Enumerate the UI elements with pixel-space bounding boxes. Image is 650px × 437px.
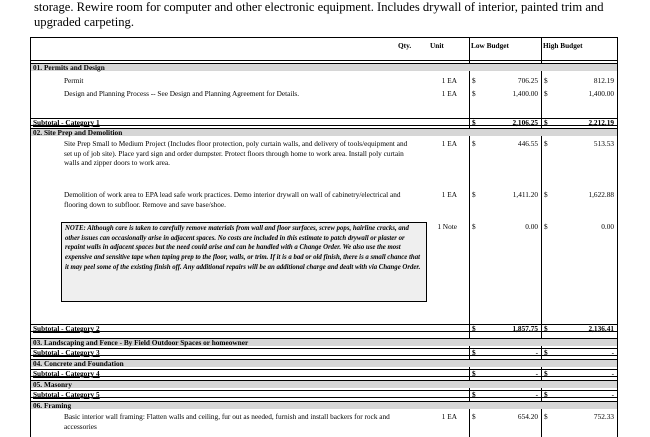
currency-symbol: $ bbox=[544, 324, 548, 333]
item-description: Permit bbox=[64, 76, 84, 85]
column-divider-high bbox=[541, 38, 542, 437]
item-low: 1,400.00 bbox=[512, 89, 538, 98]
currency-symbol: $ bbox=[472, 390, 476, 399]
subtotal-low: 2,106.25 bbox=[512, 118, 538, 127]
category-4-heading: 04. Concrete and Foundation bbox=[31, 359, 617, 367]
item-qty: 1 Note bbox=[437, 222, 457, 231]
item-description: Site Prep Small to Medium Project (Includes floor protection, poly curtain walls, and delivery of tools/equipment and set up of job site). Place yard sign and order dumpster. Protect floors through home to work area. Install poly curtain walls and zipper doors to work area. bbox=[64, 139, 408, 168]
currency-symbol: $ bbox=[544, 76, 548, 85]
subtotal-high: - bbox=[611, 369, 614, 378]
header-unit: Unit bbox=[430, 41, 444, 50]
item-high: 812.19 bbox=[593, 76, 614, 85]
subtotal-label: Subtotal - Category 2 bbox=[33, 324, 100, 333]
subtotal-category-1 bbox=[31, 118, 617, 126]
subtotal-label: Subtotal - Category 5 bbox=[33, 390, 100, 399]
item-low: 1,411.20 bbox=[512, 190, 538, 199]
currency-symbol: $ bbox=[472, 348, 476, 357]
subtotal-category-4 bbox=[31, 369, 617, 377]
item-qty: 1 EA bbox=[441, 190, 457, 199]
item-low: 446.55 bbox=[517, 139, 538, 148]
subtotal-low: - bbox=[535, 390, 538, 399]
subtotal-category-5 bbox=[31, 390, 617, 398]
subtotal-category-2 bbox=[31, 324, 617, 332]
currency-symbol: $ bbox=[544, 412, 548, 421]
currency-symbol: $ bbox=[472, 190, 476, 199]
category-1-heading: 01. Permits and Design bbox=[31, 63, 617, 71]
subtotal-high: - bbox=[611, 348, 614, 357]
note-box: NOTE: Although care is taken to carefully remove materials from wall and floor surfaces, screw pops, hairline cracks, and other issues can occasionally arise in adjacent spaces. No costs are included in this estimate to patch drywall or plaster or repaint walls in adjacent spaces but the need could arise and can be handled with a Change Order. We also use the most expensive and sensitive tape when taping prep to the floor, walls, or trim. If it is a bad or old finish, there is a small chance that it may peel some of the existing finish off. Any additional repairs will be an additional charge and dealt with via Change Order. bbox=[61, 222, 427, 302]
item-description: Basic interior wall framing: Flatten walls and ceiling, fur out as needed, furnish and install backers for rock and accessories bbox=[64, 412, 390, 431]
subtotal-high: - bbox=[611, 390, 614, 399]
item-high: 752.33 bbox=[593, 412, 614, 421]
header-qty: Qty. bbox=[398, 41, 412, 50]
currency-symbol: $ bbox=[472, 118, 476, 127]
subtotal-label: Subtotal - Category 1 bbox=[33, 118, 100, 127]
table-header bbox=[31, 38, 617, 61]
category-5-heading: 05. Masonry bbox=[31, 380, 617, 388]
item-qty: 1 EA bbox=[441, 89, 457, 98]
subtotal-high: 2,212.19 bbox=[588, 118, 614, 127]
item-qty: 1 EA bbox=[441, 76, 457, 85]
currency-symbol: $ bbox=[544, 190, 548, 199]
subtotal-category-3 bbox=[31, 348, 617, 356]
currency-symbol: $ bbox=[544, 139, 548, 148]
currency-symbol: $ bbox=[544, 118, 548, 127]
subtotal-high: 2,136.41 bbox=[588, 324, 614, 333]
subtotal-label: Subtotal - Category 3 bbox=[33, 348, 100, 357]
currency-symbol: $ bbox=[544, 390, 548, 399]
subtotal-low: - bbox=[535, 348, 538, 357]
column-divider-low bbox=[469, 38, 470, 437]
category-6-heading: 06. Framing bbox=[31, 401, 617, 409]
header-low-budget: Low Budget bbox=[471, 41, 509, 50]
item-high: 1,622.88 bbox=[588, 190, 614, 199]
currency-symbol: $ bbox=[472, 324, 476, 333]
currency-symbol: $ bbox=[472, 89, 476, 98]
item-low: 654.20 bbox=[517, 412, 538, 421]
header-high-budget: High Budget bbox=[543, 41, 583, 50]
subtotal-low: 1,857.75 bbox=[512, 324, 538, 333]
currency-symbol: $ bbox=[472, 222, 476, 231]
currency-symbol: $ bbox=[472, 139, 476, 148]
budget-table bbox=[30, 37, 618, 437]
category-3-heading: 03. Landscaping and Fence - By Field Outdoor Spaces or homeowner bbox=[31, 338, 617, 346]
item-low: 0.00 bbox=[525, 222, 538, 231]
item-high: 0.00 bbox=[601, 222, 614, 231]
item-qty: 1 EA bbox=[441, 412, 457, 421]
currency-symbol: $ bbox=[472, 412, 476, 421]
item-high: 513.53 bbox=[593, 139, 614, 148]
currency-symbol: $ bbox=[472, 369, 476, 378]
item-high: 1,400.00 bbox=[588, 89, 614, 98]
currency-symbol: $ bbox=[544, 348, 548, 357]
currency-symbol: $ bbox=[472, 76, 476, 85]
subtotal-label: Subtotal - Category 4 bbox=[33, 369, 100, 378]
intro-text: storage. Rewire room for computer and other electronic equipment. Includes drywall of interior, painted trim and upgraded carpeting. bbox=[34, 0, 604, 29]
currency-symbol: $ bbox=[544, 369, 548, 378]
item-description: Design and Planning Process -- See Design and Planning Agreement for Details. bbox=[64, 89, 300, 98]
currency-symbol: $ bbox=[544, 89, 548, 98]
currency-symbol: $ bbox=[544, 222, 548, 231]
item-low: 706.25 bbox=[517, 76, 538, 85]
item-description: Demolition of work area to EPA lead safe work practices. Demo interior drywall on wall of cabinetry/electrical and flooring down to subfloor. Remove and save base/shoe. bbox=[64, 190, 401, 209]
subtotal-low: - bbox=[535, 369, 538, 378]
category-2-heading: 02. Site Prep and Demolition bbox=[31, 128, 617, 136]
item-qty: 1 EA bbox=[441, 139, 457, 148]
